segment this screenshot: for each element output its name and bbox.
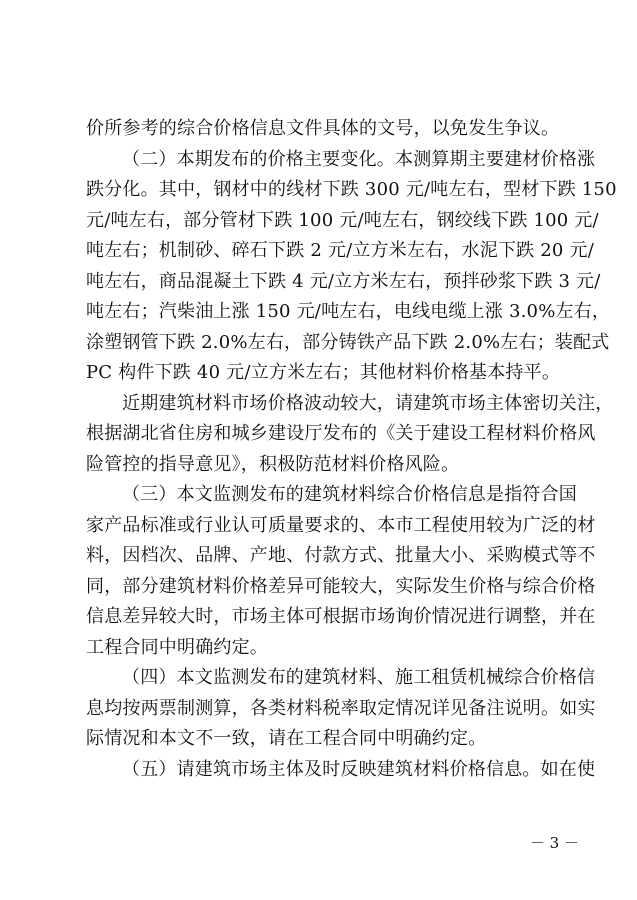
text-line: PC 构件下跌 40 元/立方米左右；其他材料价格基本持平。	[86, 362, 561, 383]
text-line: 息均按两票制测算，各类材料税率取定情况详见备注说明。如实	[86, 697, 596, 719]
text-line: 近期建筑材料市场价格波动较大，请建筑市场主体密切关注，	[122, 392, 614, 414]
text-line: 同，部分建筑材料价格差异可能较大，实际发生价格与综合价格	[86, 575, 596, 597]
text-line: （二）本期发布的价格主要变化。本测算期主要建材价格涨	[122, 148, 596, 170]
body-text	[86, 114, 617, 785]
text-line: 险管控的指导意见》，积极防范材料价格风险。	[86, 453, 460, 475]
text-line: 根据湖北省住房和城乡建设厅发布的《关于建设工程材料价格风	[86, 423, 596, 444]
text-line: 元/吨左右，部分管材下跌 100 元/吨左右，钢绞线下跌 100 元/	[86, 209, 599, 231]
text-line: 际情况和本文不一致，请在工程合同中明确约定。	[86, 728, 487, 749]
text-line: 跌分化。其中，钢材中的线材下跌 300 元/吨左右，型材下跌 150	[86, 179, 617, 200]
text-line: （三）本文监测发布的建筑材料综合价格信息是指符合国	[122, 484, 577, 505]
text-line: （四）本文监测发布的建筑材料、施工租赁机械综合价格信	[122, 667, 596, 688]
text-line: 涂塑钢管下跌 2.0%左右，部分铸铁产品下跌 2.0%左右；装配式	[86, 331, 610, 353]
text-line: 价所参考的综合价格信息文件具体的文号，以免发生争议。	[86, 118, 560, 139]
text-line: 工程合同中明确约定。	[86, 636, 268, 658]
text-line: 家产品标准或行业认可质量要求的、本市工程使用较为广泛的材	[86, 514, 596, 536]
text-line: 料，因档次、品牌、产地、付款方式、批量大小、采购模式等不	[86, 545, 596, 566]
page-number: － 3 －	[529, 834, 579, 852]
text-line: 吨左右，商品混凝土下跌 4 元/立方米左右，预拌砂浆下跌 3 元/	[86, 270, 601, 292]
text-line: 吨左右；机制砂、碎石下跌 2 元/立方米左右，水泥下跌 20 元/	[86, 240, 594, 261]
text-line: （五）请建筑市场主体及时反映建筑材料价格信息。如在使	[122, 758, 596, 780]
text-line: 吨左右；汽柴油上涨 150 元/吨左右，电线电缆上涨 3.0%左右，	[86, 301, 611, 322]
text-line: 信息差异较大时，市场主体可根据市场询价情况进行调整，并在	[86, 606, 596, 627]
